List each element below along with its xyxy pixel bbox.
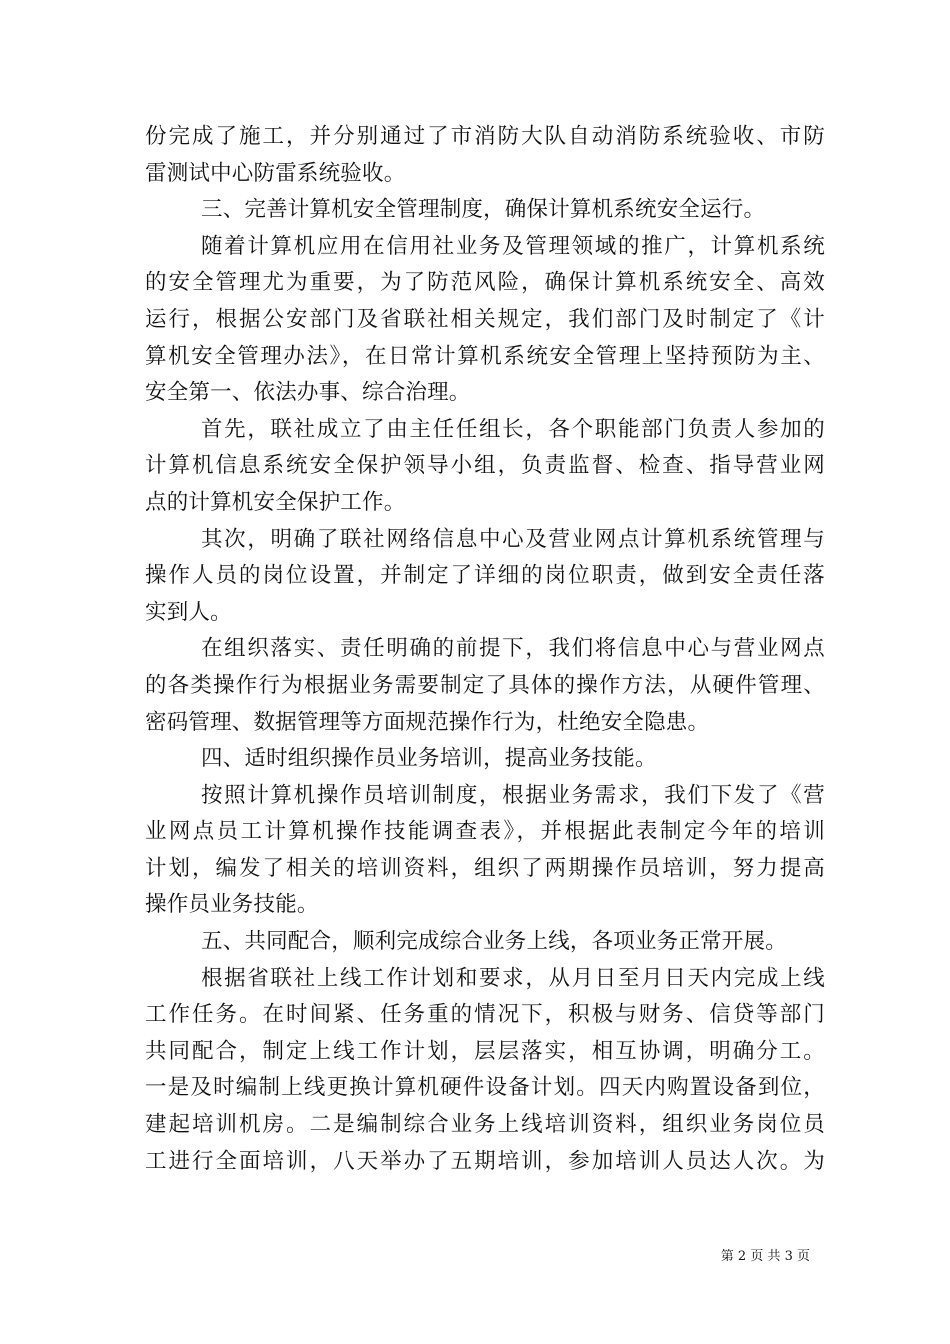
- text-line: 工进行全面培训，八天举办了五期培训，参加培训人员达人次。为: [145, 1148, 825, 1174]
- text-line: 按照计算机操作员培训制度，根据业务需求，我们下发了《营: [201, 782, 825, 808]
- text-line: 四、适时组织操作员业务培训，提高业务技能。: [201, 746, 657, 772]
- text-line: 操作人员的岗位设置，并制定了详细的岗位职责，做到安全责任落: [145, 563, 825, 589]
- text-line: 一是及时编制上线更换计算机硬件设备计划。四天内购置设备到位，: [145, 1075, 825, 1101]
- text-line: 份完成了施工，并分别通过了市消防大队自动消防系统验收、市防: [145, 124, 825, 149]
- text-line: 安全第一、依法办事、综合治理。: [145, 380, 471, 406]
- text-line: 雷测试中心防雷系统验收。: [145, 160, 406, 186]
- text-line: 的安全管理尤为重要，为了防范风险，确保计算机系统安全、高效: [145, 270, 825, 296]
- text-line: 点的计算机安全保护工作。: [145, 489, 406, 515]
- text-line: 运行，根据公安部门及省联社相关规定，我们部门及时制定了《计: [145, 306, 825, 332]
- text-line: 其次，明确了联社网络信息中心及营业网点计算机系统管理与: [201, 526, 825, 552]
- text-line: 的各类操作行为根据业务需要制定了具体的操作方法，从硬件管理、: [145, 672, 825, 698]
- text-line: 操作员业务技能。: [145, 892, 319, 918]
- text-line: 计划，编发了相关的培训资料，组织了两期操作员培训，努力提高: [145, 855, 825, 881]
- page-number: 第 2 页 共 3 页: [720, 1249, 810, 1264]
- text-line: 工作任务。在时间紧、任务重的情况下，积极与财务、信贷等部门: [145, 1002, 825, 1028]
- text-line: 共同配合，制定上线工作计划，层层落实，相互协调，明确分工。: [145, 1038, 825, 1064]
- text-line: 首先，联社成立了由主任任组长，各个职能部门负责人参加的: [201, 416, 825, 442]
- text-line: 实到人。: [145, 599, 232, 625]
- text-line: 建起培训机房。二是编制综合业务上线培训资料，组织业务岗位员: [145, 1112, 825, 1138]
- text-line: 密码管理、数据管理等方面规范操作行为，杜绝安全隐患。: [145, 709, 710, 735]
- text-line: 随着计算机应用在信用社业务及管理领域的推广，计算机系统: [201, 233, 825, 259]
- text-line: 算机安全管理办法》，在日常计算机系统安全管理上坚持预防为主、: [145, 343, 825, 369]
- text-line: 五、共同配合，顺利完成综合业务上线，各项业务正常开展。: [201, 929, 787, 955]
- text-line: 计算机信息系统安全保护领导小组，负责监督、检查、指导营业网: [145, 453, 825, 479]
- text-line: 根据省联社上线工作计划和要求，从月日至月日天内完成上线: [201, 965, 825, 991]
- document-body: [145, 119, 825, 1180]
- text-line: 三、完善计算机安全管理制度，确保计算机系统安全运行。: [201, 197, 766, 223]
- text-line: 业网点员工计算机操作技能调查表》，并根据此表制定今年的培训: [145, 819, 825, 845]
- text-line: 在组织落实、责任明确的前提下，我们将信息中心与营业网点: [201, 636, 825, 662]
